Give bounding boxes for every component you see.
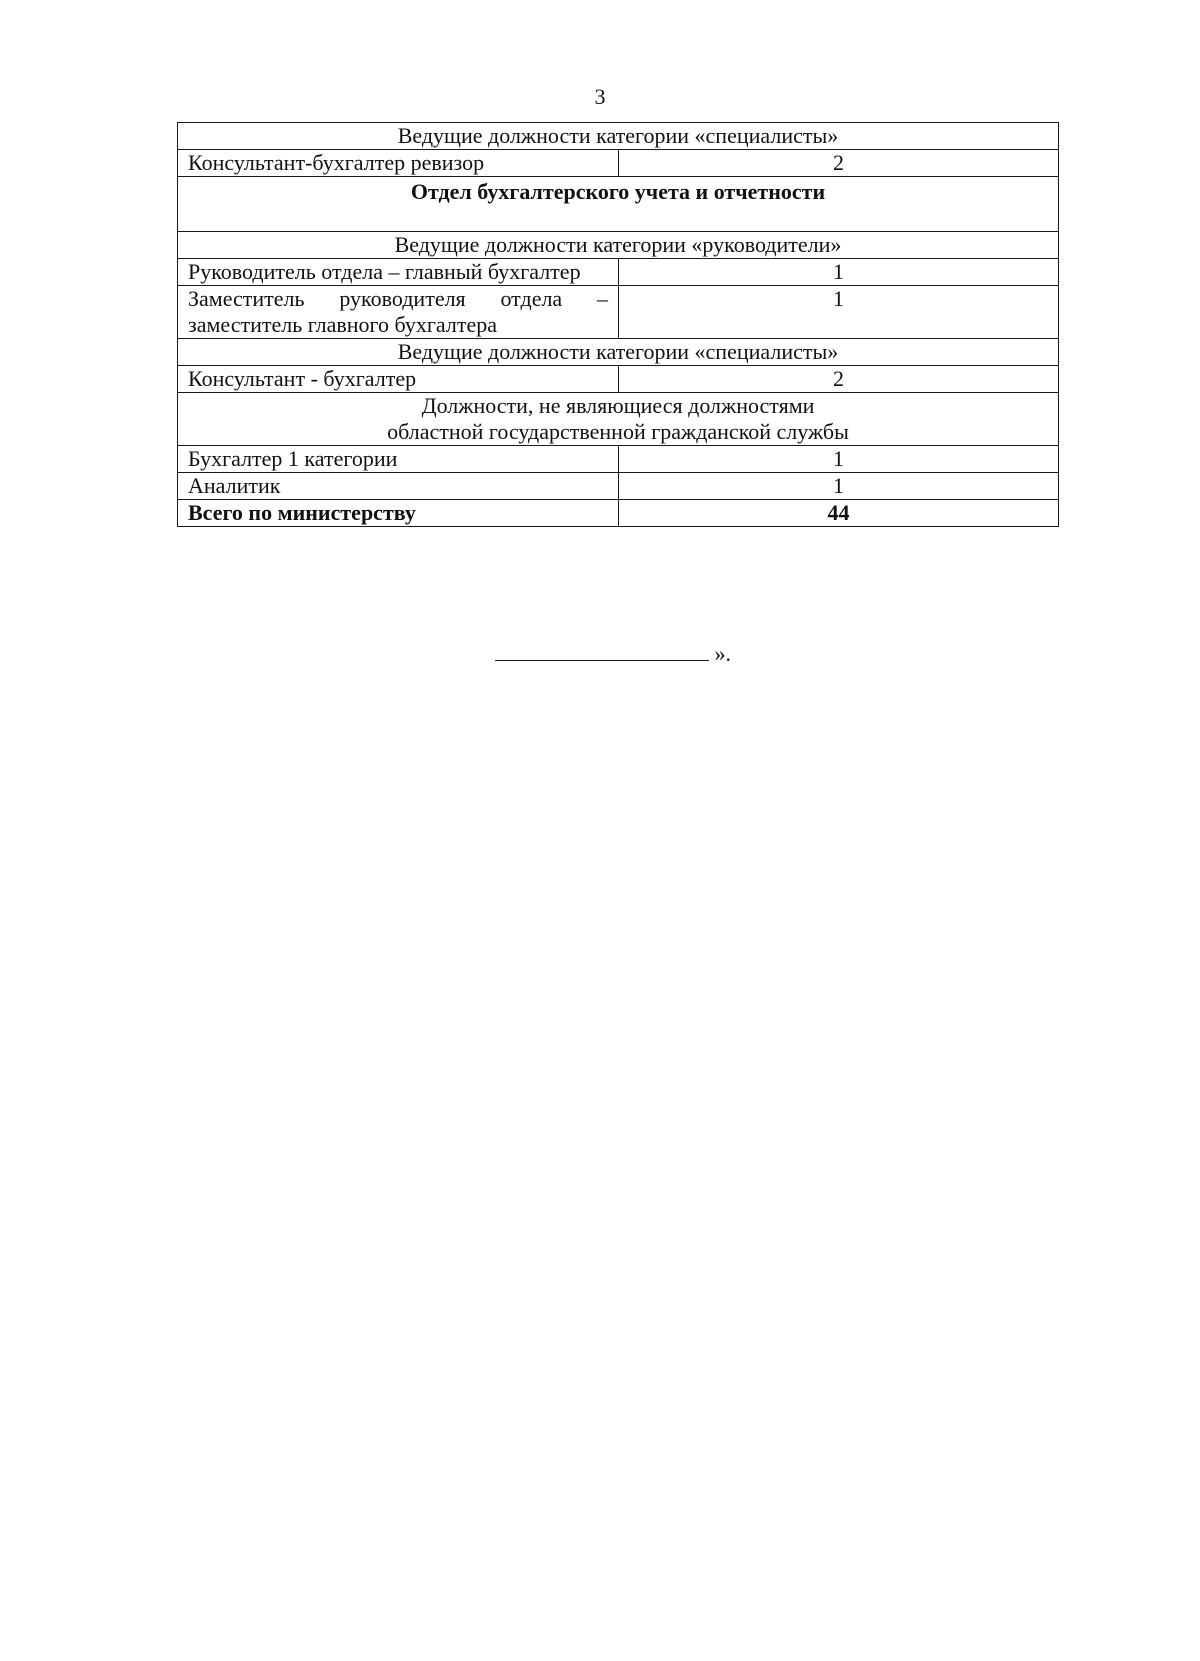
- position-count: 1: [619, 259, 1059, 286]
- table-row: [178, 259, 1059, 286]
- section-header: Ведущие должности категории «специалисты»: [178, 339, 1059, 366]
- closing-quote: ».: [714, 641, 731, 666]
- closing-line: [495, 640, 731, 667]
- staff-table: [177, 122, 1059, 527]
- position-count: 2: [619, 150, 1059, 177]
- section-header: [178, 393, 1059, 446]
- table-row: [178, 123, 1059, 150]
- table-row: [178, 339, 1059, 366]
- position-count: 1: [619, 286, 1059, 339]
- position-count: 2: [619, 366, 1059, 393]
- table-row: [178, 232, 1059, 259]
- page-number: 3: [594, 84, 606, 109]
- section-header-line: областной государственной гражданской службы: [387, 419, 849, 444]
- table-row: [178, 150, 1059, 177]
- position-name: Аналитик: [178, 473, 619, 500]
- signature-underline: [495, 640, 709, 661]
- section-header-line: Должности, не являющиеся должностями: [421, 393, 815, 418]
- position-count: 1: [619, 446, 1059, 473]
- position-count: 1: [619, 473, 1059, 500]
- table-row: [178, 286, 1059, 339]
- position-name: Бухгалтер 1 категории: [178, 446, 619, 473]
- department-header: Отдел бухгалтерского учета и отчетности: [178, 177, 1059, 232]
- total-count: 44: [619, 500, 1059, 527]
- table-row: [178, 473, 1059, 500]
- table-row: [178, 177, 1059, 232]
- position-name: Заместитель руководителя отдела – заместитель главного бухгалтера: [178, 286, 619, 339]
- section-header: Ведущие должности категории «руководители»: [178, 232, 1059, 259]
- table-row: [178, 446, 1059, 473]
- total-label: Всего по министерству: [178, 500, 619, 527]
- position-name: Консультант - бухгалтер: [178, 366, 619, 393]
- position-name: Консультант-бухгалтер ревизор: [178, 150, 619, 177]
- table-row: [178, 366, 1059, 393]
- position-name: Руководитель отдела – главный бухгалтер: [178, 259, 619, 286]
- table-row: [178, 393, 1059, 446]
- table-row: [178, 500, 1059, 527]
- section-header: Ведущие должности категории «специалисты»: [178, 123, 1059, 150]
